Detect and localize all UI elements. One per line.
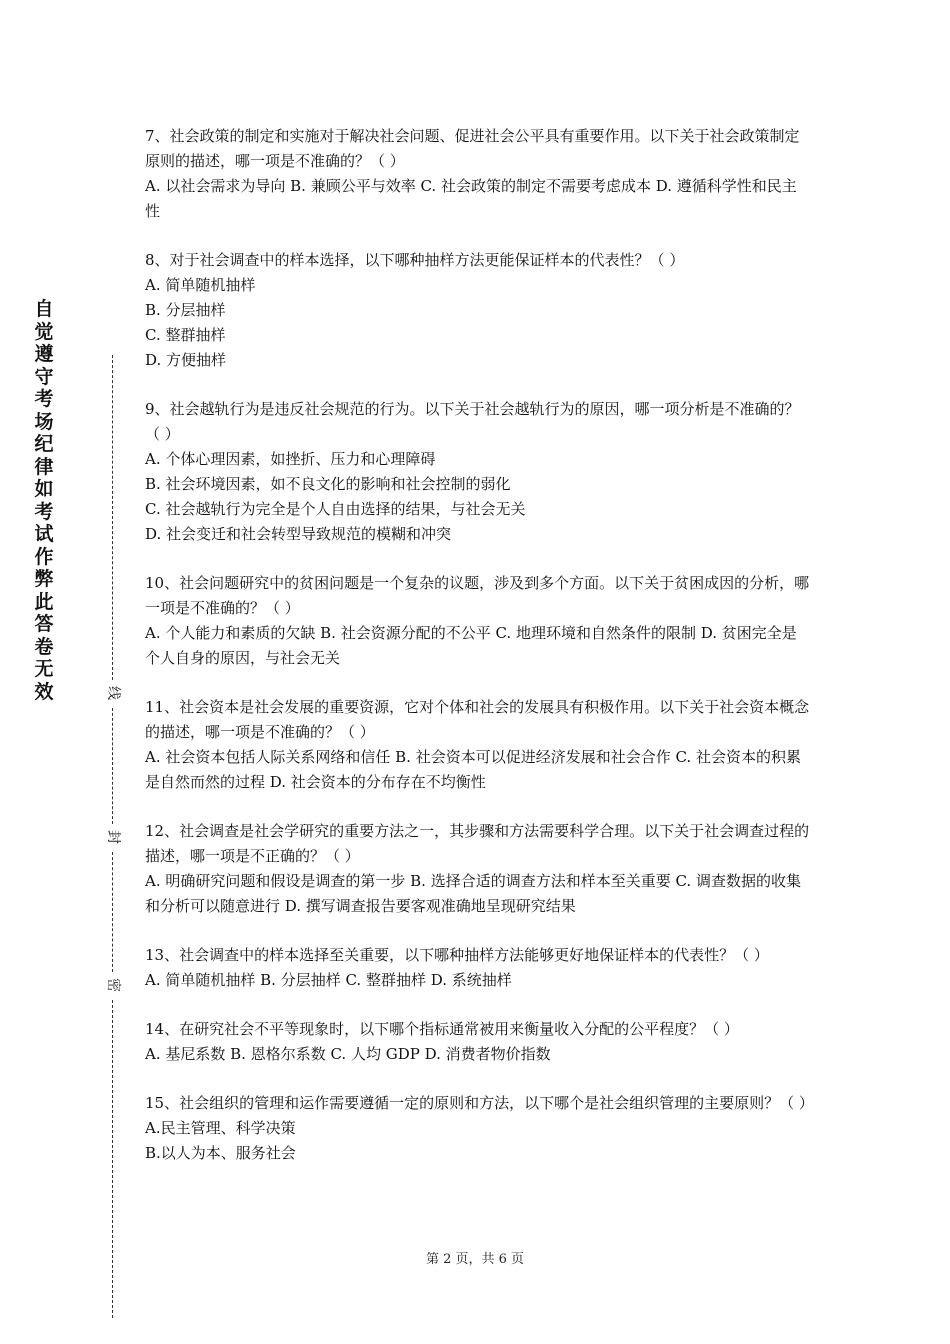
option-line: A. 社会资本包括人际关系网络和信任 B. 社会资本可以促进经济发展和社会合作 C. 社会资本的积累是自然而然的过程 D. 社会资本的分布存在不均衡性 bbox=[145, 748, 801, 791]
page-number-footer: 第 2 页，共 6 页 bbox=[425, 1252, 525, 1267]
option-line: A. 个人能力和素质的欠缺 B. 社会资源分配的不公平 C. 地理环境和自然条件的限制 D. 贫困完全是个人自身的原因，与社会无关 bbox=[145, 624, 797, 667]
option-b: B. 社会环境因素，如不良文化的影响和社会控制的弱化 bbox=[145, 475, 511, 493]
option-line: A. 基尼系数 B. 恩格尔系数 C. 人均 GDP D. 消费者物价指数 bbox=[145, 1045, 551, 1063]
option-line: A. 以社会需求为导向 B. 兼顾公平与效率 C. 社会政策的制定不需要考虑成本 D. 遵循科学性和民主性 bbox=[145, 177, 797, 220]
question-14 bbox=[145, 1017, 810, 1067]
question-stem: 15、社会组织的管理和运作需要遵循一定的原则和方法，以下哪个是社会组织管理的主要原则？（ ） bbox=[145, 1094, 814, 1112]
binding-label-secret: 密 bbox=[105, 978, 121, 992]
option-c: C. 社会越轨行为完全是个人自由选择的结果，与社会无关 bbox=[145, 500, 526, 518]
question-10 bbox=[145, 571, 810, 671]
question-7 bbox=[145, 124, 810, 224]
question-stem: 8、对于社会调查中的样本选择，以下哪种抽样方法更能保证样本的代表性？（ ） bbox=[145, 251, 685, 269]
option-d: D. 社会变迁和社会转型导致规范的模糊和冲突 bbox=[145, 525, 452, 543]
question-stem: 9、社会越轨行为是违反社会规范的行为。以下关于社会越轨行为的原因，哪一项分析是不准确的？（ ） bbox=[145, 400, 800, 443]
question-stem: 7、社会政策的制定和实施对于解决社会问题、促进社会公平具有重要作用。以下关于社会政策制定原则的描述，哪一项是不准确的？（ ） bbox=[145, 127, 800, 170]
question-stem: 14、在研究社会不平等现象时，以下哪个指标通常被用来衡量收入分配的公平程度？（ ） bbox=[145, 1020, 739, 1038]
binding-dashed-line-middle-upper bbox=[112, 708, 113, 824]
question-stem: 10、社会问题研究中的贫困问题是一个复杂的议题，涉及到多个方面。以下关于贫困成因的分析，哪一项是不准确的？（ ） bbox=[145, 574, 810, 617]
question-9 bbox=[145, 397, 810, 547]
option-a: A. 个体心理因素，如挫折、压力和心理障碍 bbox=[145, 450, 436, 468]
option-b: B. 分层抽样 bbox=[145, 301, 226, 319]
question-stem: 12、社会调查是社会学研究的重要方法之一，其步骤和方法需要科学合理。以下关于社会调查过程的描述，哪一项是不正确的？（ ） bbox=[145, 822, 810, 865]
question-stem: 11、社会资本是社会发展的重要资源，它对个体和社会的发展具有积极作用。以下关于社会资本概念的描述，哪一项是不准确的？（ ） bbox=[145, 698, 810, 741]
binding-dashed-line-top bbox=[112, 355, 113, 680]
question-8 bbox=[145, 248, 810, 373]
option-b: B.以人为本、服务社会 bbox=[145, 1144, 296, 1162]
binding-dashed-line-bottom bbox=[112, 1000, 113, 1318]
option-line: A. 简单随机抽样 B. 分层抽样 C. 整群抽样 D. 系统抽样 bbox=[145, 971, 512, 989]
exam-discipline-notice: 自觉遵守考场纪律如考试作弊此答卷无效 bbox=[34, 298, 54, 703]
question-12 bbox=[145, 819, 810, 919]
option-a: A.民主管理、科学决策 bbox=[145, 1119, 296, 1137]
binding-label-line: 线 bbox=[105, 686, 121, 700]
option-a: A. 简单随机抽样 bbox=[145, 276, 256, 294]
option-d: D. 方便抽样 bbox=[145, 351, 227, 369]
binding-label-seal: 封 bbox=[105, 830, 121, 844]
question-11 bbox=[145, 695, 810, 795]
question-list bbox=[145, 124, 814, 1190]
option-line: A. 明确研究问题和假设是调查的第一步 B. 选择合适的调查方法和样本至关重要 C. 调查数据的收集和分析可以随意进行 D. 撰写调查报告要客观准确地呈现研究结果 bbox=[145, 872, 801, 915]
question-13 bbox=[145, 943, 810, 993]
option-c: C. 整群抽样 bbox=[145, 326, 226, 344]
binding-dashed-line-middle-lower bbox=[112, 852, 113, 972]
question-stem: 13、社会调查中的样本选择至关重要，以下哪种抽样方法能够更好地保证样本的代表性？（ ） bbox=[145, 946, 769, 964]
question-15 bbox=[145, 1091, 814, 1166]
